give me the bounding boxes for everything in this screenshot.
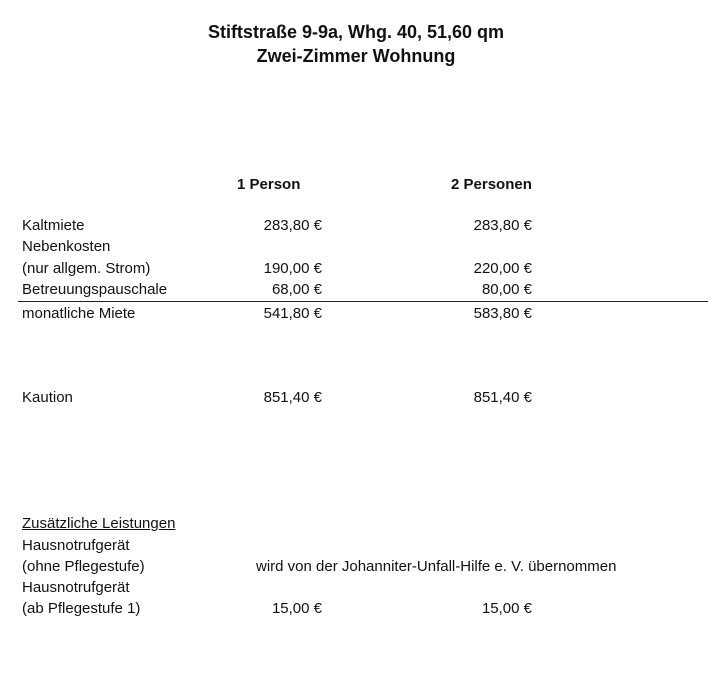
nebenkosten-1-person: 190,00 € [263,260,322,277]
row-label-nebenkosten-note: (nur allgem. Strom) [22,260,151,277]
extras-item2-label: Hausnotrufgerät [22,579,130,596]
monatliche-miete-2-personen: 583,80 € [473,305,532,322]
monatliche-miete-1-person: 541,80 € [263,305,322,322]
kaltmiete-1-person: 283,80 € [263,217,322,234]
kaution-2-personen: 851,40 € [473,389,532,406]
row-label-betreuungspauschale: Betreuungspauschale [22,281,168,298]
row-label-kaution: Kaution [22,389,73,406]
extras-item2-1-person: 15,00 € [271,600,322,617]
betreuungspauschale-2-personen: 80,00 € [481,281,532,298]
column-header-2-personen: 2 Personen [451,176,532,193]
extras-item2-2-personen: 15,00 € [481,600,532,617]
column-header-1-person: 1 Person [237,176,301,193]
row-label-nebenkosten: Nebenkosten [22,238,111,255]
kaltmiete-2-personen: 283,80 € [473,217,532,234]
extras-item2-note-label: (ab Pflegestufe 1) [22,600,141,617]
betreuungspauschale-1-person: 68,00 € [271,281,322,298]
row-label-kaltmiete: Kaltmiete [22,217,85,234]
kaution-1-person: 851,40 € [263,389,322,406]
page-title-line2: Zwei-Zimmer Wohnung [256,46,456,66]
extras-item1-coverage-note: wird von der Johanniter-Unfall-Hilfe e. V. übernommen [256,558,617,575]
row-label-monatliche-miete: monatliche Miete [22,305,136,322]
nebenkosten-2-personen: 220,00 € [473,260,532,277]
extras-item1-label: Hausnotrufgerät [22,537,130,554]
extras-item1-note-label: (ohne Pflegestufe) [22,558,145,575]
extras-heading: Zusätzliche Leistungen [22,515,176,532]
page-title-line1: Stiftstraße 9-9a, Whg. 40, 51,60 qm [207,22,505,42]
sum-divider-line [18,301,708,302]
